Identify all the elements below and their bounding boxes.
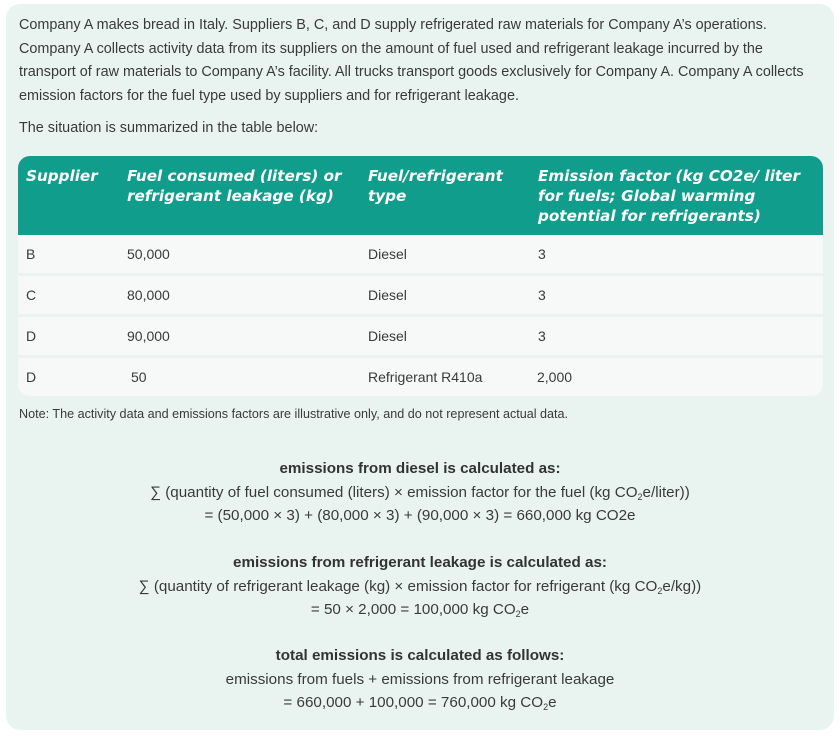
cell-supplier: D xyxy=(26,328,37,344)
cell-type: Refrigerant R410a xyxy=(368,369,483,385)
diesel-formula: ∑ (quantity of fuel consumed (liters) × emission factor for the fuel (kg $CO_2e/liter$)) xyxy=(150,483,690,502)
cell-factor: 3 xyxy=(538,287,546,303)
cell-factor: 3 xyxy=(538,246,546,262)
total-result: = 660,000 + 100,000 = 760,000 kg $CO_2e$ xyxy=(283,694,557,712)
table-note: Note: The activity data and emissions factors are illustrative only, and do not represent actual data. xyxy=(19,407,569,421)
refrigerant-formula: ∑ (quantity of refrigerant leakage (kg) × emission factor for refrigerant (kg $CO_2e/kg$)) xyxy=(138,577,702,596)
cell-quantity: 90,000 xyxy=(127,328,170,344)
cell-supplier: C xyxy=(26,287,37,303)
header-type: Fuel/refrigerant type xyxy=(368,167,503,205)
total-formula: emissions from fuels + emissions from refrigerant leakage xyxy=(225,670,615,688)
diesel-result: = (50,000 × 3) + (80,000 × 3) + (90,000 × 3) = 660,000 kg CO2e xyxy=(204,507,636,524)
cell-supplier: B xyxy=(26,246,36,262)
cell-type: Diesel xyxy=(368,287,407,303)
header-quantity: Fuel consumed (liters) or refrigerant leakage (kg) xyxy=(127,167,342,205)
table-row xyxy=(18,317,823,358)
total-heading: total emissions is calculated as follows: xyxy=(275,647,565,664)
diesel-heading: emissions from diesel is calculated as: xyxy=(279,460,561,477)
refrigerant-result: = 50 × 2,000 = 100,000 kg $CO_2e$ xyxy=(310,601,530,619)
cell-quantity: 50 xyxy=(131,369,147,385)
cell-quantity: 80,000 xyxy=(127,287,170,303)
cell-factor: 2,000 xyxy=(537,369,573,385)
emissions-table xyxy=(18,156,823,396)
diesel-calculation xyxy=(6,457,834,528)
cell-type: Diesel xyxy=(368,246,407,262)
table-row xyxy=(18,235,823,276)
table-row xyxy=(18,276,823,317)
case-study-panel xyxy=(6,4,834,730)
cell-factor: 3 xyxy=(538,328,546,344)
refrigerant-calculation xyxy=(6,551,834,622)
header-emission-factor: Emission factor (kg CO2e/ liter for fuels; Global warming potential for refrigerants) xyxy=(538,167,800,225)
total-calculation xyxy=(6,644,834,715)
refrigerant-heading: emissions from refrigerant leakage is calculated as: xyxy=(233,554,607,571)
summary-text: The situation is summarized in the table below: xyxy=(19,120,319,136)
table-row xyxy=(18,358,823,396)
cell-type: Diesel xyxy=(368,328,407,344)
header-supplier: Supplier xyxy=(26,167,98,185)
table-header xyxy=(18,156,823,235)
intro-paragraph: Company A makes bread in Italy. Suppliers B, C, and D supply refrigerated raw materials for Company A’s operations. Company A collects activity data from its suppliers on the amount of fuel used and refrigerant leakage incurred by the transport of raw materials to Company A’s facility. All trucks transport goods exclusively for Company A. Company A collects emission factors for the fuel type used by suppliers and for refrigerant leakage. xyxy=(19,17,804,104)
cell-quantity: 50,000 xyxy=(127,246,170,262)
cell-supplier: D xyxy=(26,369,37,385)
